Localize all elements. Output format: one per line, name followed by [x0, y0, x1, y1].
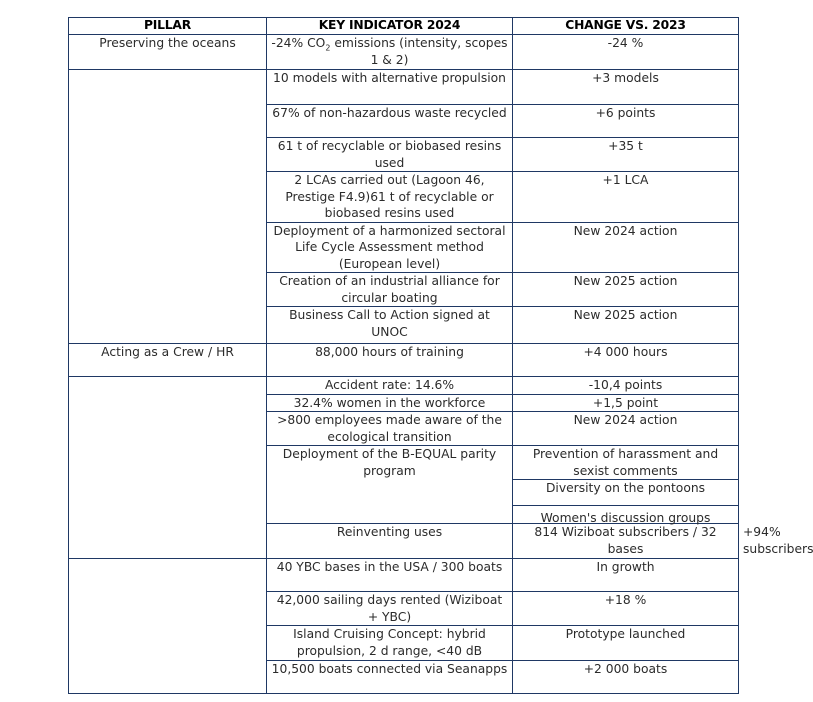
indicator-cell: 10,500 boats connected via Seanapps: [267, 661, 513, 694]
indicator-cell: Deployment of a harmonized sectoral Life Cycle Assessment method (European level): [267, 222, 513, 273]
header-row: [69, 18, 739, 35]
pillar-cell: Reinventing uses: [267, 524, 513, 559]
pillar-cell-empty: [69, 377, 267, 559]
change-cell: +4 000 hours: [513, 344, 739, 377]
indicator-cell: 42,000 sailing days rented (Wiziboat + YBC): [267, 592, 513, 626]
header-key-indicator: KEY INDICATOR 2024: [267, 18, 513, 35]
change-cell: New 2024 action: [513, 412, 739, 446]
change-cell: +6 points: [513, 105, 739, 138]
kpi-table: [68, 17, 813, 694]
indicator-cell: Business Call to Action signed at UNOC: [267, 307, 513, 344]
indicator-cell: 814 Wiziboat subscribers / 32 bases: [513, 524, 739, 559]
change-cell: +35 t: [513, 138, 739, 172]
change-cell: +1 LCA: [513, 172, 739, 223]
change-cell: +1,5 point: [513, 394, 739, 412]
change-cell: +2 000 boats: [513, 661, 739, 694]
change-cell: Prototype launched: [513, 626, 739, 661]
table-row: [69, 35, 739, 70]
pillar-cell: Acting as a Crew / HR: [69, 344, 267, 377]
change-subcell: Diversity on the pontoons: [513, 479, 738, 505]
change-subcell: Women's discussion groups: [513, 505, 738, 523]
change-cell-multi: [513, 446, 739, 524]
indicator-cell: 40 YBC bases in the USA / 300 boats: [267, 559, 513, 592]
header-change: CHANGE VS. 2023: [513, 18, 739, 35]
header-pillar: PILLAR: [69, 18, 267, 35]
indicator-cell: 32.4% women in the workforce: [267, 394, 513, 412]
table-row: [69, 377, 739, 395]
table-row: [69, 344, 739, 377]
indicator-cell: Island Cruising Concept: hybrid propulsion, 2 d range, <40 dB: [267, 626, 513, 661]
change-cell: In growth: [513, 559, 739, 592]
indicator-cell: 10 models with alternative propulsion: [267, 70, 513, 105]
change-subcell: Prevention of harassment and sexist comments: [532, 447, 719, 478]
indicator-cell: -24% $CO_2$ emissions (intensity, scopes 1 & 2): [267, 35, 513, 70]
change-cell: -10,4 points: [513, 377, 739, 395]
change-cell: New 2024 action: [513, 222, 739, 273]
table-row: [69, 559, 739, 592]
pillar-cell-empty: [69, 559, 267, 694]
table-row: Reinventing uses 814 Wiziboat subscribers / 32 bases +94% subscribers: [69, 524, 739, 559]
change-cell: -24 %: [513, 35, 739, 70]
change-cell: +3 models: [513, 70, 739, 105]
indicator-cell: 2 LCAs carried out (Lagoon 46, Prestige F4.9)61 t of recyclable or biobased resins used: [267, 172, 513, 223]
indicator-cell: 61 t of recyclable or biobased resins used: [267, 138, 513, 172]
pillar-cell-empty: [69, 70, 267, 344]
change-cell: New 2025 action: [513, 307, 739, 344]
pillar-cell: Preserving the oceans: [69, 35, 267, 70]
indicator-cell: Accident rate: 14.6%: [267, 377, 513, 395]
change-cell: New 2025 action: [513, 273, 739, 307]
change-cell: +18 %: [513, 592, 739, 626]
table-row: [69, 70, 739, 105]
indicator-cell: >800 employees made aware of the ecological transition: [267, 412, 513, 446]
indicator-cell: Deployment of the B-EQUAL parity program: [267, 446, 513, 524]
indicator-cell: 67% of non-hazardous waste recycled: [267, 105, 513, 138]
indicator-cell: Creation of an industrial alliance for circular boating: [267, 273, 513, 307]
indicator-cell: 88,000 hours of training: [267, 344, 513, 377]
